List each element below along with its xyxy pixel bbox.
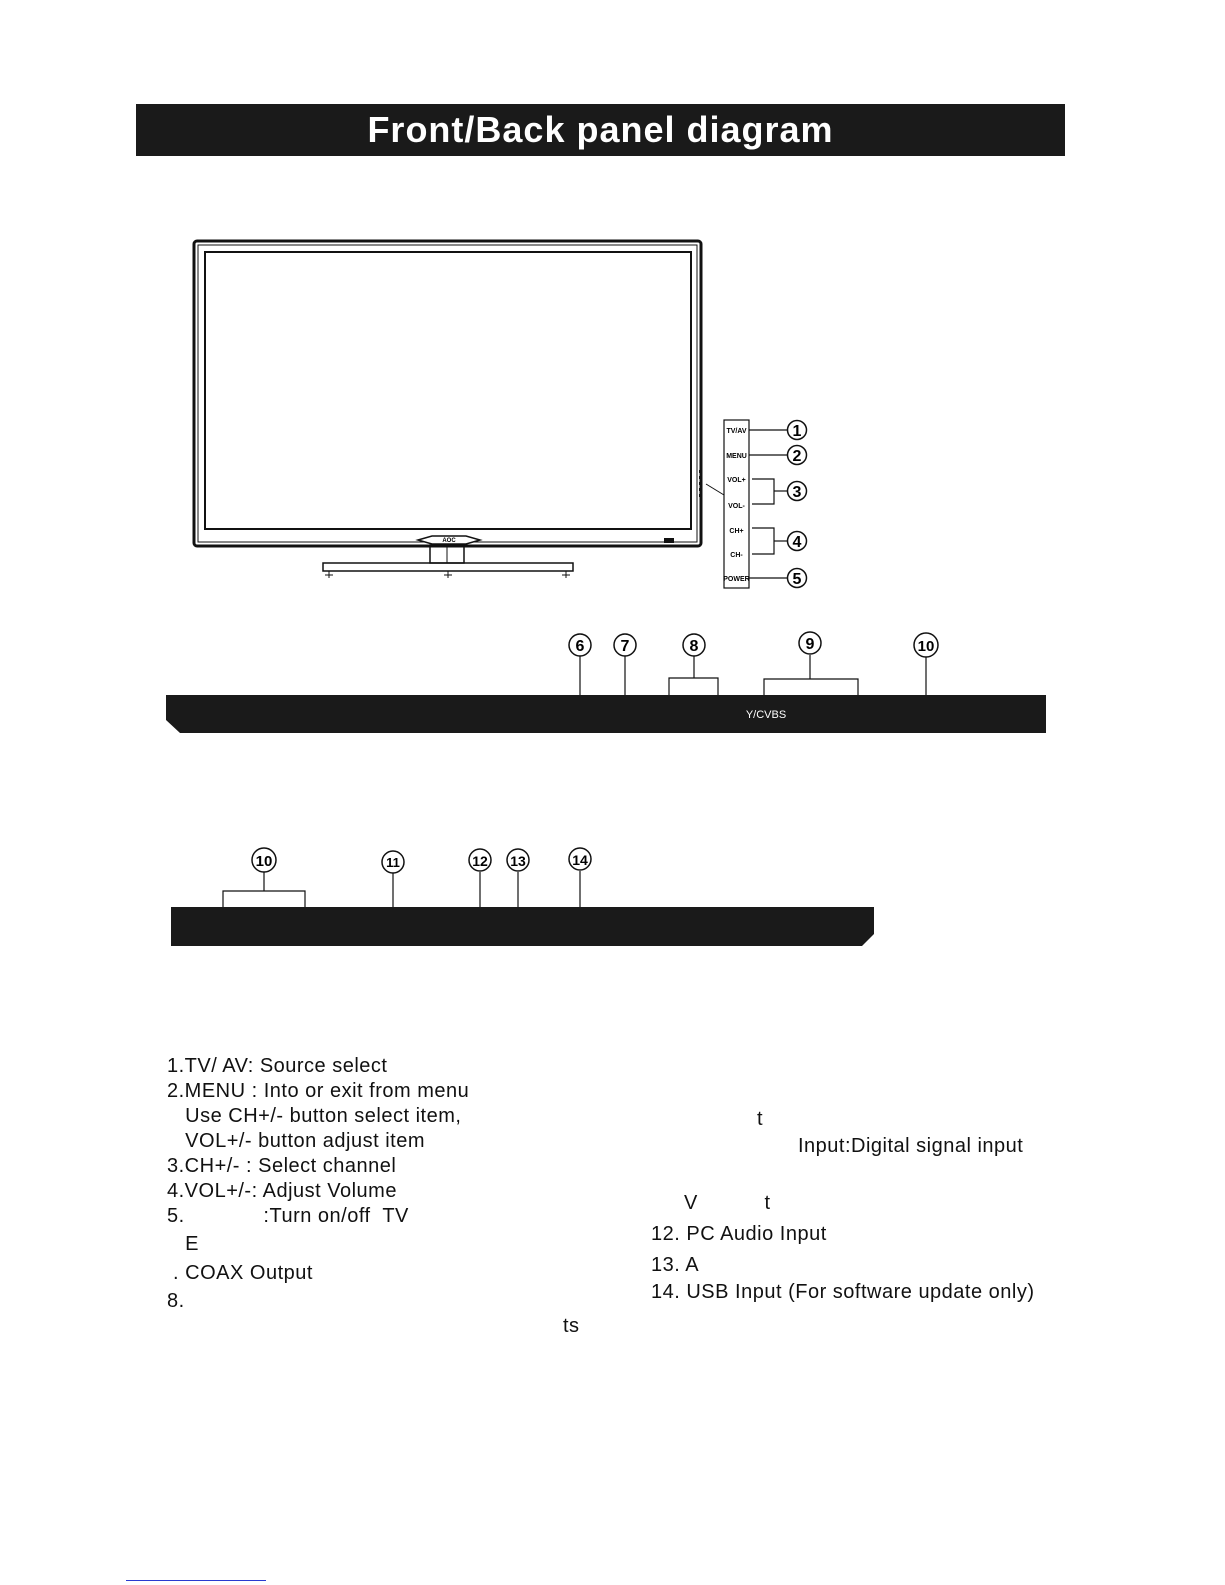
svg-text:9: 9 [805, 636, 815, 653]
callout-3 [788, 482, 807, 502]
desc-menu-line2: Use CH+/- button select item, [167, 1105, 462, 1127]
page-link-underline [126, 1580, 266, 1581]
desc-vol: 4.VOL+/-: Adjust Volume [167, 1180, 397, 1202]
callout-9 [799, 632, 821, 654]
callout-13 [507, 849, 529, 871]
callout-14 [569, 848, 591, 870]
desc-item-6: E [167, 1233, 200, 1255]
svg-text:3: 3 [792, 484, 802, 501]
desc-coax: . COAX Output [167, 1262, 313, 1284]
svg-text:14: 14 [572, 852, 588, 868]
power-label: POWER [723, 576, 750, 583]
y-cvbs-label: Y/CVBS [745, 709, 787, 721]
desc-power: 5. :Turn on/off TV [167, 1205, 409, 1227]
desc-item-8: 8. [167, 1290, 185, 1312]
svg-text:1: 1 [792, 423, 802, 440]
desc-fragment-t: t [757, 1108, 764, 1130]
desc-item-11: V t [684, 1192, 771, 1214]
tv-front-view [194, 241, 724, 578]
svg-text:12: 12 [472, 853, 488, 869]
svg-text:6: 6 [575, 638, 585, 655]
desc-usb: 14. USB Input (For software update only) [651, 1281, 1035, 1303]
desc-item-13: 13. A [651, 1254, 700, 1276]
page-title: Front/Back panel diagram [136, 104, 1065, 156]
svg-text:13: 13 [510, 853, 526, 869]
tv-av-label: TV/AV [726, 428, 747, 435]
svg-text:8: 8 [689, 638, 699, 655]
tv-logo: AOC [442, 538, 456, 544]
callout-12 [469, 849, 491, 871]
desc-digital-input: Input:Digital signal input [798, 1135, 1024, 1157]
svg-text:4: 4 [792, 534, 802, 551]
callout-8 [683, 634, 705, 656]
desc-tv-av: 1.TV/ AV: Source select [167, 1055, 388, 1077]
desc-ch: 3.CH+/- : Select channel [167, 1155, 397, 1177]
desc-fragment-ts: ts [563, 1315, 580, 1337]
callout-1 [788, 421, 807, 441]
callout-5 [788, 569, 807, 589]
callout-10-top [914, 633, 938, 657]
ch-minus-label: CH- [730, 552, 743, 559]
svg-text:2: 2 [792, 448, 802, 465]
callout-11 [382, 851, 404, 873]
svg-text:10: 10 [255, 853, 273, 870]
vol-plus-label: VOL+ [727, 477, 746, 484]
svg-text:11: 11 [386, 855, 400, 870]
callout-10-bottom [252, 848, 276, 872]
callout-7 [614, 634, 636, 656]
svg-text:7: 7 [620, 638, 630, 655]
desc-menu: 2.MENU : Into or exit from menu [167, 1080, 470, 1102]
desc-pc-audio: 12. PC Audio Input [651, 1223, 827, 1245]
menu-label: MENU [726, 453, 747, 460]
desc-menu-line3: VOL+/- button adjust item [167, 1130, 426, 1152]
back-panel-strip-2 [171, 848, 874, 946]
svg-text:5: 5 [792, 571, 802, 588]
ch-plus-label: CH+ [729, 528, 744, 535]
vol-minus-label: VOL- [728, 503, 745, 510]
back-panel-strip-1 [166, 632, 1046, 733]
svg-text:10: 10 [917, 638, 935, 655]
callout-4 [788, 532, 807, 552]
side-control-panel [723, 420, 806, 588]
callout-6 [569, 634, 591, 656]
callout-2 [788, 446, 807, 466]
